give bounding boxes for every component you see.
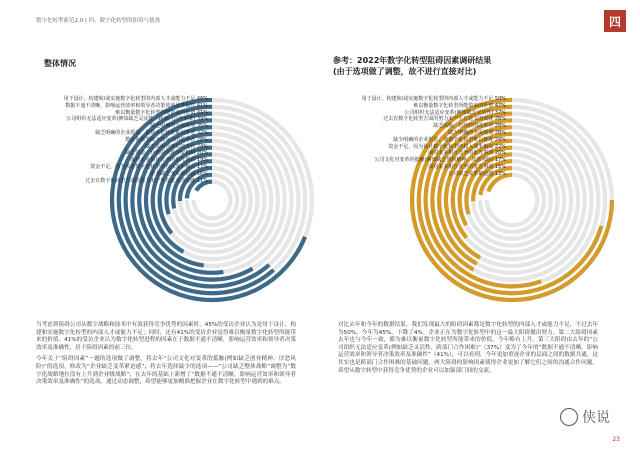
- right-chart-label: 公司缺乏变革紧迫感 13%: [448, 170, 506, 177]
- right-body-text: [338, 322, 598, 379]
- right-chart-label: 过去在数字化转型方面的努力未产生有意义的成就 28%: [383, 116, 506, 123]
- left-body-text: [36, 322, 296, 391]
- left-chart-label: 资金不足，因为预计数字化转型的投入成本极高 17%: [90, 163, 208, 170]
- watermark: [560, 407, 610, 427]
- right-chart-label: 资金不足，因为预计数字化转型的投入成本极高 22%: [388, 143, 506, 150]
- watermark-logo-icon: [560, 408, 578, 426]
- left-chart-label: 缺乏高级管理层的支持 24%: [145, 143, 208, 150]
- left-chart-label: 缺乏明确的企业愿景，使数字化转型难以推进 32%: [95, 129, 208, 136]
- right-chart-labels: [306, 96, 506, 178]
- right-chart-label: 缺乏高级、有经验的改革者 28%: [433, 123, 506, 130]
- running-header: 数字化转型新范2.0 | 四、数字化转型的阻碍与挑战: [36, 18, 161, 24]
- right-chart-label: 缺少明确的企业愿景，使数字化转型难以推进 24%: [393, 136, 506, 143]
- left-paragraph-2: 今年关于“阻碍因素”一题的选项做了调整，将去年“公司文化对变革的抵触(例如缺乏创业精神、厌恶风险)”的选项，修改为“企业缺乏变革紧迫感”；将去年选择最少的选项——“公司缺乏整体战略”调整为“数字化战略地位没有上升到企业级战略”；在去年的基础上新增了“数据不通不清晰，影响运营效率和领导者决策效率及准确性”的选项。通过动态调整，希望能够更加精准把握企业在数字化转型中遇到的难点。: [36, 356, 296, 386]
- right-chart-label: 缺少明确的全面规划 28%: [448, 129, 506, 136]
- right-chart-label: 难以衡量数字化转型所能带来的价值 47%: [413, 102, 506, 109]
- left-chart-label: 面对太多相互竞争的优先事项 19%: [130, 157, 208, 164]
- left-chart-label: 难以衡量数字化转型所能带来的价值 41%: [115, 109, 208, 116]
- chapter-badge: 四: [604, 10, 626, 32]
- left-chart-labels: [8, 96, 208, 184]
- watermark-text: 侠说: [582, 410, 610, 426]
- left-chart-label: 企业缺乏变革紧迫感 16%: [150, 170, 208, 177]
- right-chart-label: 用于设计、构建和/或实施数字化转型的内部人才或能力不足 50%: [361, 96, 506, 102]
- left-chart-label: 公司组织无法适应变革(例如缺乏灵活性、跨部门合作困难) 39%: [66, 116, 208, 123]
- left-chart-label: 用于设计、构建和/或实施数字化转型的内部人才或能力不足 46%: [63, 96, 208, 102]
- left-chart-label: 过去在数字化转型方面的努力未产生有意义的成就 11%: [85, 177, 208, 184]
- right-chart-label: 面对太多相互竞争的优先事项 20%: [428, 150, 506, 157]
- left-chart-label: 数字化转型缺少强有力的领导者 28%: [125, 136, 208, 143]
- left-paragraph-1: 当考虑到阻碍公司从数字战略和技术中有效获得竞争优势的因素时，45%的受访企业认为是用于设计、构建和实施数字化转型的内部人才或能力不足；同时，还有41%的受访企业觉得难以衡量数字化转型所能带来的价值。41%的受访企业认为数字化转型进程的因素在于数据不通不清晰，影响运营效率和领导者决策效率及准确性，居于阻碍因素的前三位。: [36, 322, 296, 351]
- right-title-line1: 参考：2022年数字化转型阻碍因素调研结果: [333, 56, 492, 65]
- left-section-title: 整体情况: [44, 59, 76, 68]
- right-chart-label: 公司组织无法适应变革(例如缺乏灵活性) 37%: [404, 109, 506, 116]
- right-title-line2: (由于选项做了调整，故不进行直接对比): [333, 67, 477, 76]
- left-chart-label: 数据不通不清晰，影响运营效率和领导者决策效率及准确性 41%: [65, 102, 208, 109]
- page-number: 23: [612, 436, 620, 443]
- left-chart-label: 缺乏资金，有效的资源分配机制 20%: [125, 150, 208, 157]
- right-chart-label: 公司文化对变革的抵触(例如缺乏创新精神、厌恶风险) 17%: [374, 157, 506, 164]
- right-chart-label: 面对太多相互竞争的优先事项 15%: [428, 163, 506, 170]
- right-paragraph-1: 对比去年和今年的数据结果，我们发现最大的阻碍因素都是数字化转型的内部人才或能力不足，不过去年为50%，今年为45%，下降了4%。企业正在为数字化转型中的这一最大阻碍做出努力。第二大阻碍因素去年也与今年一致，都为难以衡量数字化转型所能带来的价值，今年略有上升。第三大阻碍由去年的“公司组织无法适应变革(例如缺乏灵活性、跨部门合作困难)”（37%）变为了今年的“数据不通不清晰，影响运营效率和领导者决策效率及准确性”（41%），可以看到，今年更加重视企业的层面之间的数据共通，这其实也是跨部门合作困难的基础问题。两大阻碍的影响因素使得企业更加了解它们之间的沟通合作问题。希望从数字转型中获得竞争优势的企业可以加强部门间的交流。: [338, 322, 598, 374]
- left-chart-label: 缺乏明确的全面规划 35%: [150, 123, 208, 130]
